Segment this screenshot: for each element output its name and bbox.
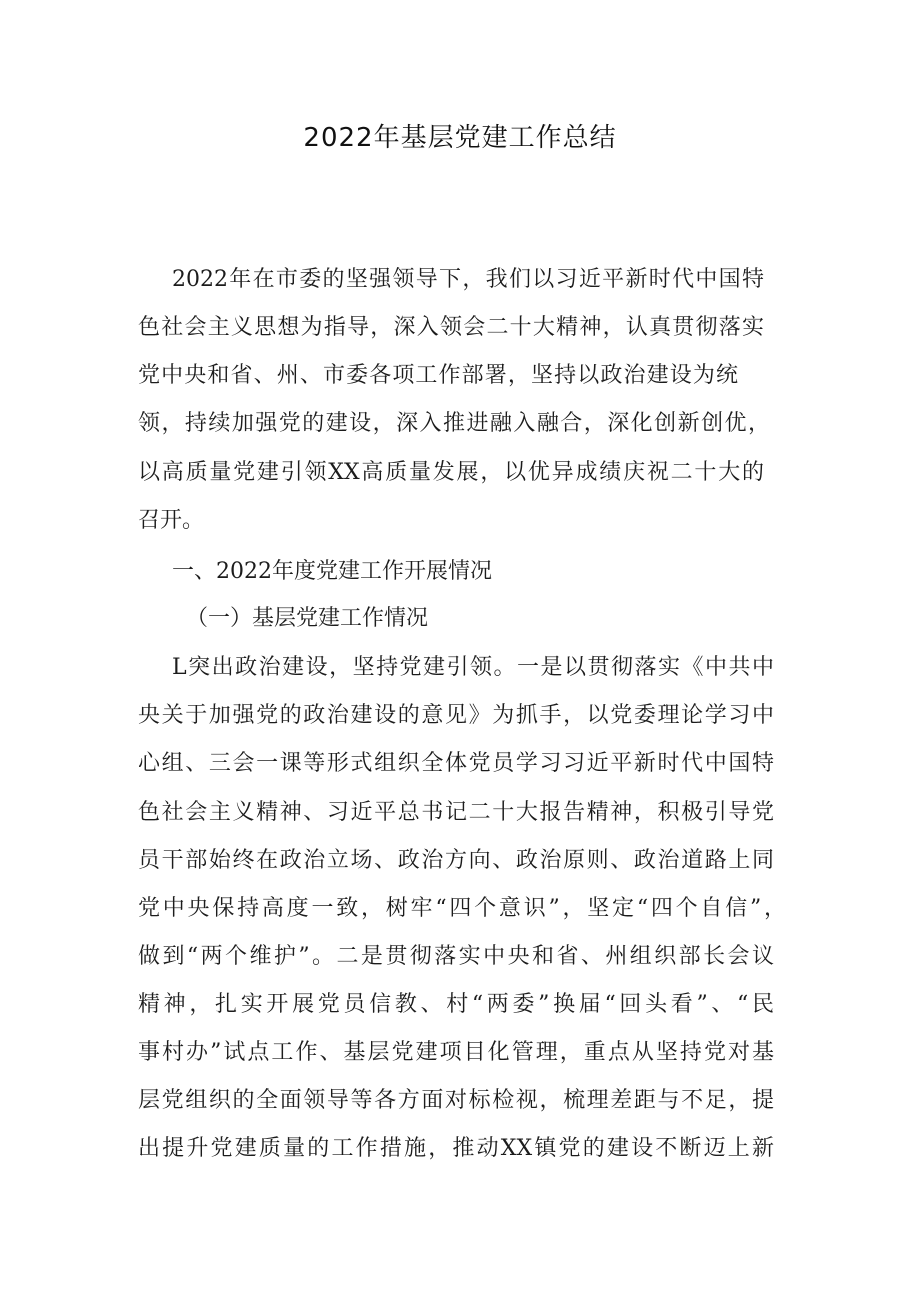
body-line-7: 做到“两个维护”。二是贯彻落实中央和省、州组织部长会议 — [138, 944, 774, 969]
body-line-6: 党中央保持高度一致，树牢“四个意识”，坚定“四个自信”， — [138, 896, 786, 921]
body-line-9: 事村办”试点工作、基层党建项目化管理，重点从坚持党对基 — [138, 1040, 774, 1065]
body-line-4: 色社会主义精神、习近平总书记二十大报告精神，积极引导党 — [138, 800, 774, 825]
intro-line-3: 党中央和省、州、市委各项工作部署，坚持以政治建设为统 — [138, 363, 738, 388]
body-line-5: 员干部始终在政治立场、政治方向、政治原则、政治道路上同 — [138, 848, 774, 873]
subsection-heading: （一）基层党建工作情况 — [186, 606, 429, 631]
body-line-10: 层党组织的全面领导等各方面对标检视，梳理差距与不足，提 — [138, 1088, 774, 1113]
intro-line-6: 召开。 — [138, 508, 205, 533]
section-heading: 一、2022年度党建工作开展情况 — [172, 559, 492, 584]
body-line-1: L突出政治建设，坚持党建引领。一是以贯彻落实《中共中 — [172, 655, 774, 680]
intro-line-5: 以高质量党建引领XX高质量发展，以优异成绩庆祝二十大的 — [138, 460, 764, 485]
intro-line-2: 色社会主义思想为指导，深入领会二十大精神，认真贯彻落实 — [138, 315, 764, 340]
body-line-8: 精神，扎实开展党员信教、村“两委”换届“回头看”、“民 — [138, 992, 774, 1017]
body-line-3: 心组、三会一课等形式组织全体党员学习习近平新时代中国特 — [138, 751, 774, 776]
body-line-2: 央关于加强党的政治建设的意见》为抓手，以党委理论学习中 — [138, 703, 774, 728]
body-line-11: 出提升党建质量的工作措施，推动XX镇党的建设不断迈上新 — [138, 1136, 774, 1161]
intro-line-4: 领，持续加强党的建设，深入推进融入融合，深化创新创优， — [138, 411, 770, 436]
document-title: 2022年基层党建工作总结 — [303, 123, 617, 153]
intro-line-1: 2022年在市委的坚强领导下，我们以习近平新时代中国特 — [172, 267, 764, 292]
